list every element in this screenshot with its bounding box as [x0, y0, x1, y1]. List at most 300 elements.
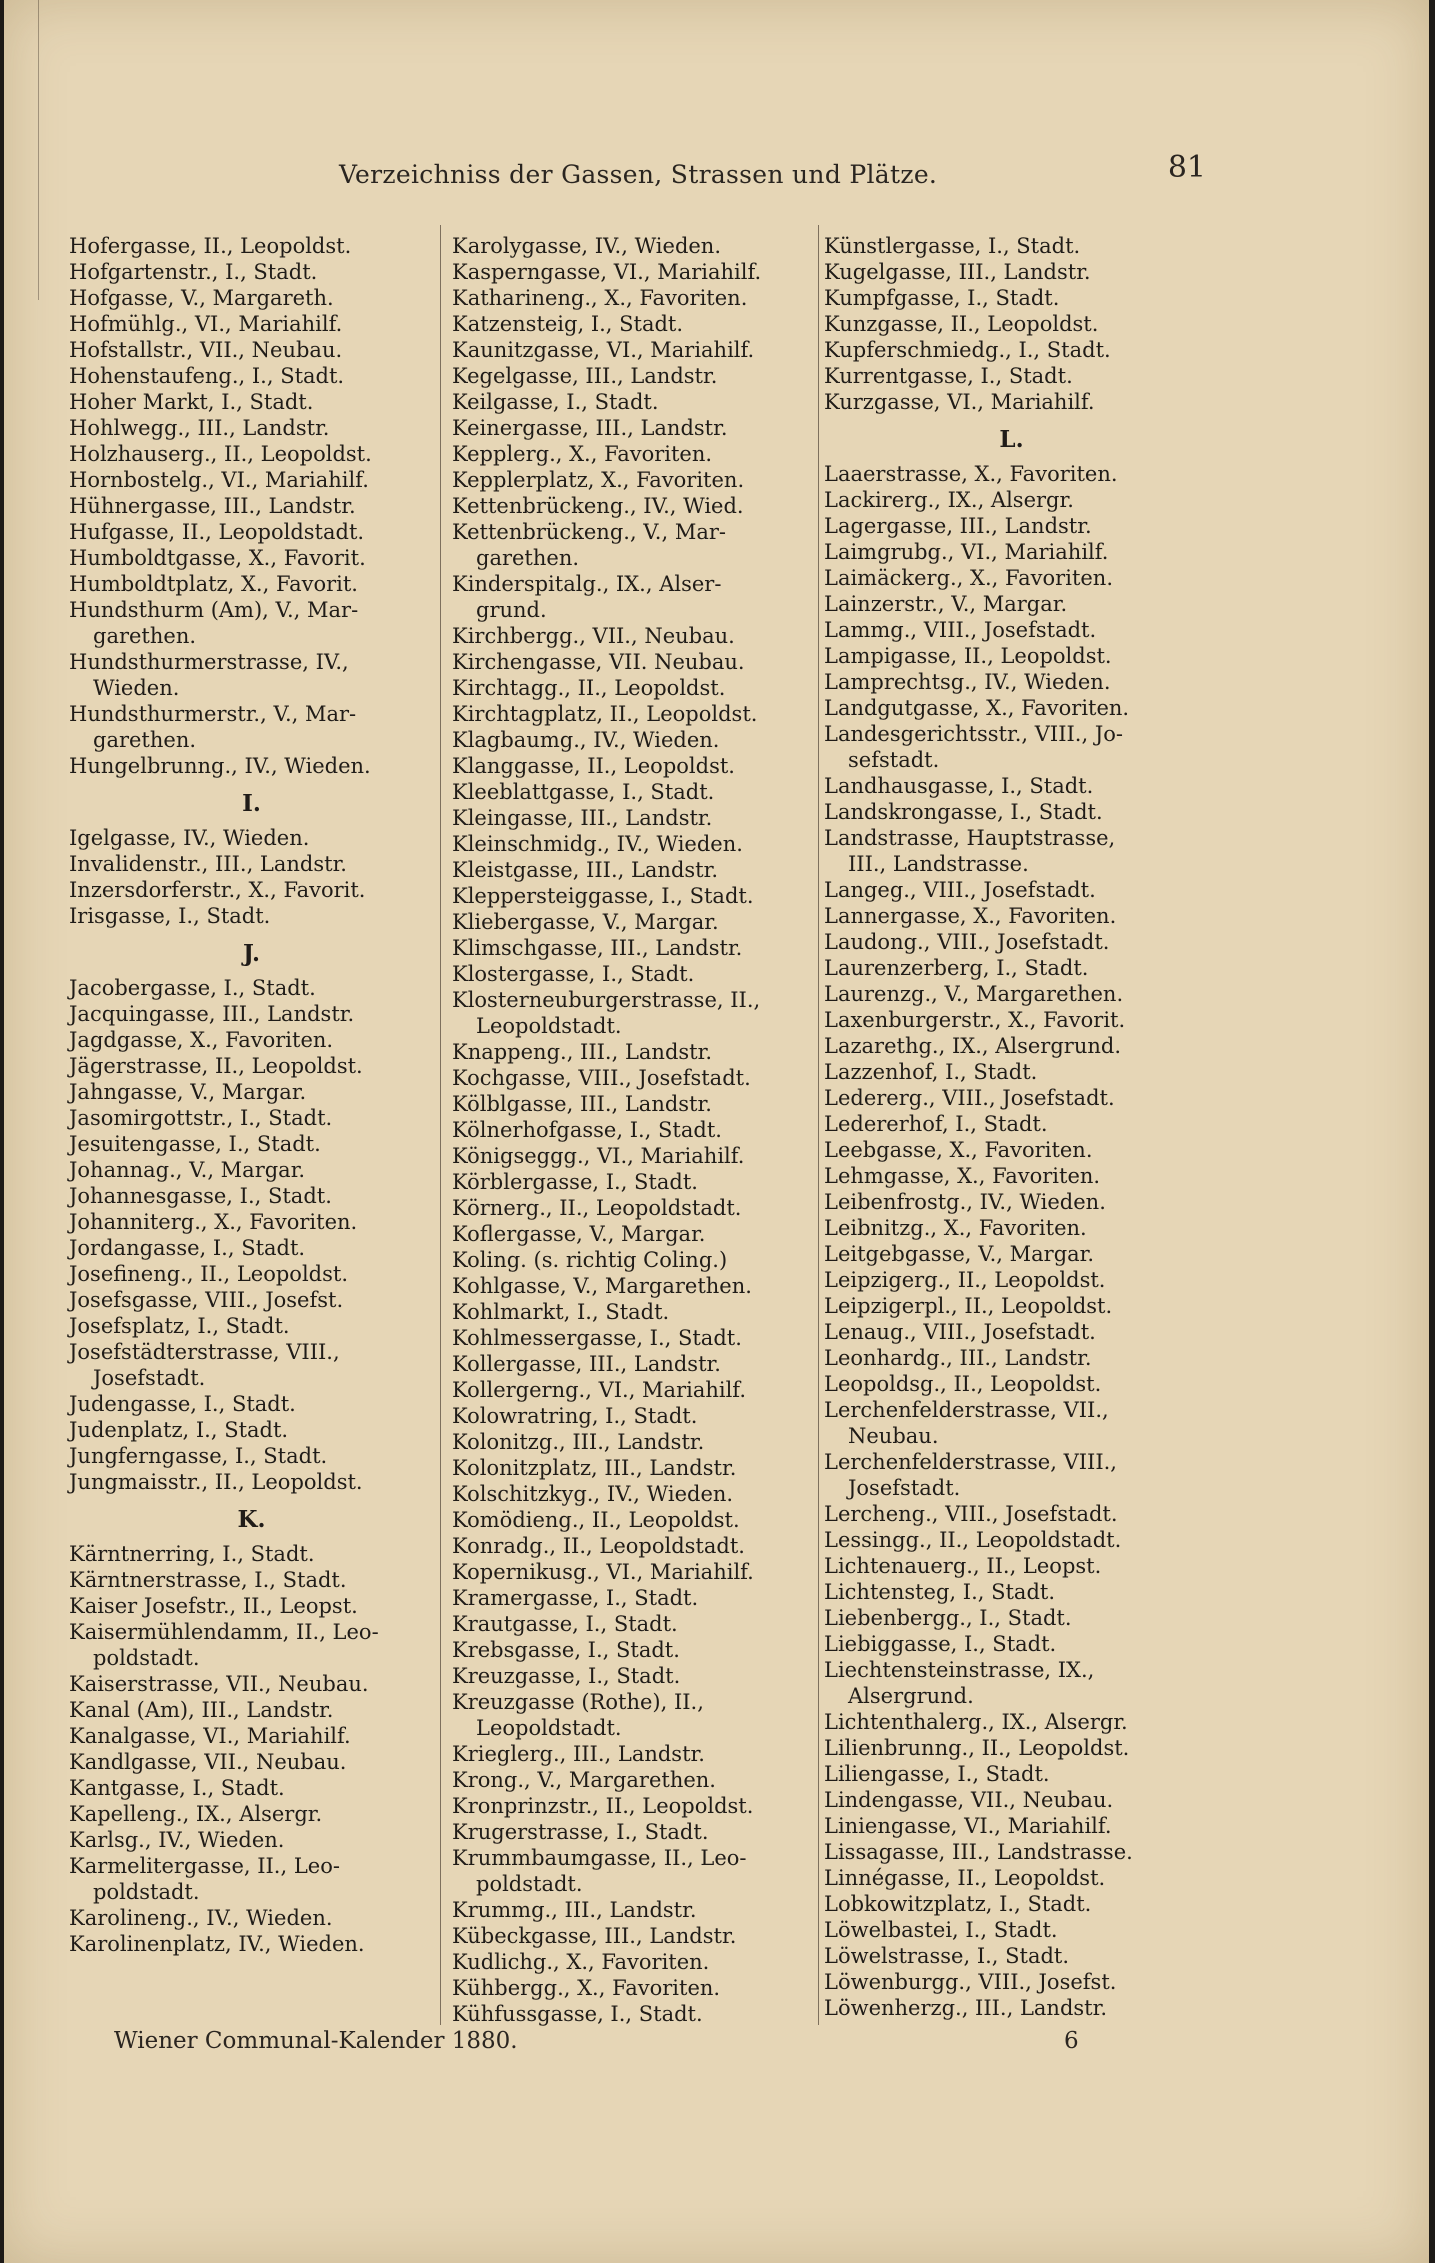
directory-entry: [452, 883, 817, 909]
directory-entry: [824, 1267, 1199, 1293]
entry-text: Klimschgasse, III., Landstr.: [452, 936, 743, 960]
directory-entry: [452, 779, 817, 805]
directory-entry: [452, 1247, 817, 1273]
directory-entry: [452, 337, 817, 363]
directory-entry: [69, 851, 434, 877]
entry-text: Leipzigerpl., II., Leopoldst.: [824, 1294, 1113, 1318]
running-head: Verzeichniss der Gassen, Strassen und Plätze.: [339, 160, 938, 189]
entry-text: Lehmgasse, X., Favoriten.: [824, 1164, 1101, 1188]
entry-text: Kliebergasse, V., Margar.: [452, 910, 719, 934]
directory-entry: [452, 1507, 817, 1533]
directory-entry: [824, 695, 1199, 721]
directory-entry: [69, 1905, 434, 1931]
entry-text: Jahngasse, V., Margar.: [69, 1080, 307, 1104]
entry-text: Königseggg., VI., Mariahilf.: [452, 1144, 745, 1168]
entry-continuation: poldstadt.: [93, 1646, 200, 1670]
directory-entry: [69, 259, 434, 285]
entry-text: Kirchbergg., VII., Neubau.: [452, 624, 735, 648]
entry-text: Kandlgasse, VII., Neubau.: [69, 1750, 347, 1774]
entry-text: Kleistgasse, III., Landstr.: [452, 858, 719, 882]
entry-text: Kirchtagplatz, II., Leopoldst.: [452, 702, 758, 726]
directory-entry: [824, 259, 1199, 285]
entry-text: Kleingasse, III., Landstr.: [452, 806, 713, 830]
directory-entry: [452, 389, 817, 415]
entry-text: Lichtenauerg., II., Leopst.: [824, 1554, 1102, 1578]
entry-text: Kübeckgasse, III., Landstr.: [452, 1924, 737, 1948]
entry-text: Kramergasse, I., Stadt.: [452, 1586, 699, 1610]
entry-text: Jacobergasse, I., Stadt.: [69, 976, 316, 1000]
directory-entry: [69, 1209, 434, 1235]
directory-entry: [824, 643, 1199, 669]
entry-text: Jagdgasse, X., Favoriten.: [69, 1028, 334, 1052]
directory-entry: [69, 753, 434, 779]
entry-text: Kollergerng., VI., Mariahilf.: [452, 1378, 747, 1402]
directory-entry: [824, 233, 1199, 259]
entry-text: Kettenbrückeng., IV., Wied.: [452, 494, 744, 518]
entry-continuation: poldstadt.: [476, 1872, 583, 1896]
directory-entry: [452, 987, 817, 1039]
column-divider: [440, 225, 441, 2025]
directory-entry: [824, 1319, 1199, 1345]
directory-entry: [452, 935, 817, 961]
directory-entry: [452, 1065, 817, 1091]
directory-entry: [452, 1273, 817, 1299]
directory-entry: [69, 1079, 434, 1105]
entry-continuation: Alsergrund.: [848, 1684, 974, 1708]
entry-text: Komödieng., II., Leopoldst.: [452, 1508, 740, 1532]
directory-entry: [69, 415, 434, 441]
entry-text: Lobkowitzplatz, I., Stadt.: [824, 1892, 1092, 1916]
entry-text: Laurenzerberg, I., Stadt.: [824, 956, 1089, 980]
entry-text: Josefineng., II., Leopoldst.: [69, 1262, 348, 1286]
entry-continuation: Leopoldstadt.: [476, 1014, 622, 1038]
entry-continuation: garethen.: [93, 624, 197, 648]
entry-text: Kohlgasse, V., Margarethen.: [452, 1274, 752, 1298]
directory-entry: [824, 311, 1199, 337]
directory-entry: [824, 617, 1199, 643]
directory-entry: [824, 1553, 1199, 1579]
entry-text: Kepplerg., X., Favoriten.: [452, 442, 713, 466]
directory-entry: [824, 1891, 1199, 1917]
directory-entry: [69, 441, 434, 467]
entry-continuation: poldstadt.: [93, 1880, 200, 1904]
directory-entry: [69, 1053, 434, 1079]
directory-entry: [452, 1559, 817, 1585]
entry-text: Hofstallstr., VII., Neubau.: [69, 338, 343, 362]
directory-entry: [452, 1845, 817, 1897]
entry-continuation: garethen.: [476, 546, 580, 570]
entry-text: Liebiggasse, I., Stadt.: [824, 1632, 1057, 1656]
entry-text: Kölnerhofgasse, I., Stadt.: [452, 1118, 722, 1142]
binding-edge: [4, 0, 39, 300]
entry-text: Leonhardg., III., Landstr.: [824, 1346, 1092, 1370]
directory-entry: [824, 1501, 1199, 1527]
entry-text: Jordangasse, I., Stadt.: [69, 1236, 306, 1260]
entry-text: Kolschitzkyg., IV., Wieden.: [452, 1482, 734, 1506]
section-letter: L.: [999, 426, 1024, 453]
directory-entry: [69, 363, 434, 389]
directory-entry: [452, 675, 817, 701]
entry-text: Hornbostelg., VI., Mariahilf.: [69, 468, 369, 492]
entry-text: Keinergasse, III., Landstr.: [452, 416, 728, 440]
entry-text: Landesgerichtsstr., VIII., Jo-: [824, 722, 1123, 746]
entry-text: Liechtensteinstrasse, IX.,: [824, 1658, 1095, 1682]
directory-entry: [824, 1735, 1199, 1761]
entry-text: Kronprinzstr., II., Leopoldst.: [452, 1794, 754, 1818]
entry-text: Kanalgasse, VI., Mariahilf.: [69, 1724, 351, 1748]
entry-text: Löwelstrasse, I., Stadt.: [824, 1944, 1070, 1968]
directory-entry: [69, 903, 434, 929]
entry-text: Jägerstrasse, II., Leopoldst.: [69, 1054, 363, 1078]
entry-text: Irisgasse, I., Stadt.: [69, 904, 271, 928]
directory-entry: [824, 1397, 1199, 1449]
directory-entry: [824, 877, 1199, 903]
directory-entry: [824, 1371, 1199, 1397]
entry-text: Johannesgasse, I., Stadt.: [69, 1184, 332, 1208]
directory-entry: [69, 1001, 434, 1027]
directory-entry: [69, 1417, 434, 1443]
entry-text: Lerchenfelderstrasse, VII.,: [824, 1398, 1109, 1422]
entry-text: Lackirerg., IX., Alsergr.: [824, 488, 1074, 512]
directory-entry: [824, 1761, 1199, 1787]
directory-entry: [452, 259, 817, 285]
section-letter: I.: [242, 790, 261, 817]
directory-entry: [824, 929, 1199, 955]
directory-entry: [452, 1767, 817, 1793]
entry-text: Lindengasse, VII., Neubau.: [824, 1788, 1114, 1812]
directory-entry: [824, 1059, 1199, 1085]
entry-text: Karolygasse, IV., Wieden.: [452, 234, 722, 258]
entry-text: Hohenstaufeng., I., Stadt.: [69, 364, 345, 388]
entry-text: Kanal (Am), III., Landstr.: [69, 1698, 334, 1722]
entry-text: Humboldtgasse, X., Favorit.: [69, 546, 366, 570]
directory-entry: [69, 1027, 434, 1053]
entry-text: Hundsthurm (Am), V., Mar-: [69, 598, 359, 622]
directory-entry: [452, 233, 817, 259]
directory-entry: [69, 597, 434, 649]
directory-entry: [824, 1215, 1199, 1241]
entry-text: Körblergasse, I., Stadt.: [452, 1170, 698, 1194]
entry-text: Lercheng., VIII., Josefstadt.: [824, 1502, 1118, 1526]
entry-text: Lannergasse, X., Favoriten.: [824, 904, 1117, 928]
entry-text: Kurzgasse, VI., Mariahilf.: [824, 390, 1095, 414]
entry-text: Kaisermühlendamm, II., Leo-: [69, 1620, 379, 1644]
directory-entry: [452, 1039, 817, 1065]
directory-entry: [824, 1527, 1199, 1553]
entry-text: Hundsthurmerstr., V., Mar-: [69, 702, 357, 726]
directory-entry: [69, 701, 434, 753]
directory-entry: [452, 1611, 817, 1637]
footer-publication: Wiener Communal-Kalender 1880.: [114, 2028, 518, 2054]
entry-text: Kugelgasse, III., Landstr.: [824, 260, 1091, 284]
entry-text: Lerchenfelderstrasse, VIII.,: [824, 1450, 1117, 1474]
directory-entry: [824, 1449, 1199, 1501]
entry-text: Johannag., V., Margar.: [69, 1158, 306, 1182]
directory-entry: [452, 1741, 817, 1767]
directory-entry: [69, 467, 434, 493]
directory-entry: [452, 857, 817, 883]
entry-continuation: Leopoldstadt.: [476, 1716, 622, 1740]
entry-text: Krugerstrasse, I., Stadt.: [452, 1820, 709, 1844]
entry-text: Kepplerplatz, X., Favoriten.: [452, 468, 745, 492]
entry-text: Kaiserstrasse, VII., Neubau.: [69, 1672, 369, 1696]
entry-text: Kohlmessergasse, I., Stadt.: [452, 1326, 742, 1350]
entry-text: Josefsplatz, I., Stadt.: [69, 1314, 290, 1338]
entry-text: Laurenzg., V., Margarethen.: [824, 982, 1124, 1006]
directory-entry: [824, 1137, 1199, 1163]
directory-entry: [69, 337, 434, 363]
entry-text: Kleppersteiggasse, I., Stadt.: [452, 884, 754, 908]
directory-entry: [452, 1455, 817, 1481]
entry-text: Lainzerstr., V., Margar.: [824, 592, 1068, 616]
footer-signature: 6: [1064, 2028, 1079, 2054]
entry-text: Lichtensteg, I., Stadt.: [824, 1580, 1055, 1604]
directory-entry: [452, 727, 817, 753]
directory-entry: [452, 1117, 817, 1143]
entry-continuation: Josefstadt.: [848, 1476, 961, 1500]
directory-entry: [452, 1819, 817, 1845]
entry-text: Josefsgasse, VIII., Josefst.: [69, 1288, 344, 1312]
directory-entry: [824, 1657, 1199, 1709]
directory-entry: [452, 311, 817, 337]
directory-entry: [69, 1775, 434, 1801]
directory-entry: [824, 1345, 1199, 1371]
directory-entry: [824, 1241, 1199, 1267]
entry-text: Klagbaumg., IV., Wieden.: [452, 728, 720, 752]
entry-continuation: Josefstadt.: [93, 1366, 206, 1390]
entry-text: Jungmaisstr., II., Leopoldst.: [69, 1470, 363, 1494]
directory-entry: [824, 1631, 1199, 1657]
directory-entry: [69, 1469, 434, 1495]
entry-text: Landhausgasse, I., Stadt.: [824, 774, 1094, 798]
directory-entry: [452, 1377, 817, 1403]
entry-text: Karlsg., IV., Wieden.: [69, 1828, 285, 1852]
directory-entry: [69, 1183, 434, 1209]
entry-text: Leitgebgasse, V., Margar.: [824, 1242, 1095, 1266]
directory-entry: [824, 461, 1199, 487]
entry-text: Karolineng., IV., Wieden.: [69, 1906, 333, 1930]
entry-text: Kopernikusg., VI., Mariahilf.: [452, 1560, 754, 1584]
directory-entry: [824, 1579, 1199, 1605]
entry-text: Löwelbastei, I., Stadt.: [824, 1918, 1058, 1942]
directory-entry: [452, 1195, 817, 1221]
entry-text: Konradg., II., Leopoldstadt.: [452, 1534, 745, 1558]
entry-text: Jungferngasse, I., Stadt.: [69, 1444, 328, 1468]
entry-text: Katzensteig, I., Stadt.: [452, 312, 684, 336]
directory-entry: [69, 975, 434, 1001]
entry-text: Kolonitzplatz, III., Landstr.: [452, 1456, 737, 1480]
directory-entry: [69, 1339, 434, 1391]
directory-entry: [69, 1697, 434, 1723]
directory-entry: [69, 1723, 434, 1749]
entry-text: Krummg., III., Landstr.: [452, 1898, 697, 1922]
directory-entry: [452, 2001, 817, 2027]
directory-entry: [452, 1689, 817, 1741]
directory-entry: [69, 825, 434, 851]
entry-text: Kirchengasse, VII. Neubau.: [452, 650, 745, 674]
entry-text: Linnégasse, II., Leopoldst.: [824, 1866, 1106, 1890]
entry-text: Lammg., VIII., Josefstadt.: [824, 618, 1097, 642]
directory-entry: [452, 831, 817, 857]
directory-entry: [824, 1605, 1199, 1631]
directory-entry: [69, 1567, 434, 1593]
directory-entry: [824, 1787, 1199, 1813]
directory-entry: [452, 1663, 817, 1689]
entry-text: Kreuzgasse, I., Stadt.: [452, 1664, 681, 1688]
directory-entry: [69, 1261, 434, 1287]
entry-text: Löwenherzg., III., Landstr.: [824, 1996, 1108, 2020]
entry-text: Lazzenhof, I., Stadt.: [824, 1060, 1038, 1084]
directory-entry: [69, 1931, 434, 1957]
section-letter: J.: [242, 940, 261, 967]
directory-entry: [452, 1975, 817, 2001]
directory-entry: [69, 1313, 434, 1339]
directory-entry: [824, 1293, 1199, 1319]
entry-text: Hoher Markt, I., Stadt.: [69, 390, 314, 414]
entry-text: Kurrentgasse, I., Stadt.: [824, 364, 1073, 388]
directory-entry: [452, 1325, 817, 1351]
directory-entry: [824, 1969, 1199, 1995]
directory-entry: [69, 493, 434, 519]
directory-entry: [824, 513, 1199, 539]
entry-text: Liliengasse, I., Stadt.: [824, 1762, 1050, 1786]
directory-entry: [824, 1917, 1199, 1943]
directory-entry: [69, 1235, 434, 1261]
entry-text: Langeg., VIII., Josefstadt.: [824, 878, 1096, 902]
directory-entry: [824, 591, 1199, 617]
directory-entry: [452, 753, 817, 779]
directory-entry: [69, 311, 434, 337]
directory-entry: [824, 337, 1199, 363]
directory-entry: [452, 415, 817, 441]
directory-entry: [69, 1131, 434, 1157]
directory-entry: [452, 623, 817, 649]
entry-text: Kohlmarkt, I., Stadt.: [452, 1300, 670, 1324]
entry-text: Hofmühlg., VI., Mariahilf.: [69, 312, 343, 336]
entry-text: Lissagasse, III., Landstrasse.: [824, 1840, 1133, 1864]
entry-text: Klostergasse, I., Stadt.: [452, 962, 695, 986]
entry-text: Hofgartenstr., I., Stadt.: [69, 260, 318, 284]
directory-entry: [69, 571, 434, 597]
entry-text: Kumpfgasse, I., Stadt.: [824, 286, 1060, 310]
entry-text: Hungelbrunng., IV., Wieden.: [69, 754, 371, 778]
directory-entry: [824, 1163, 1199, 1189]
entry-text: Katharineng., X., Favoriten.: [452, 286, 748, 310]
directory-entry: [824, 1085, 1199, 1111]
entry-text: Karmelitergasse, II., Leo-: [69, 1854, 340, 1878]
entry-text: Laimgrubg., VI., Mariahilf.: [824, 540, 1109, 564]
entry-continuation: Neubau.: [848, 1424, 939, 1448]
directory-entry: [452, 1169, 817, 1195]
entry-text: Kühfussgasse, I., Stadt.: [452, 2002, 703, 2026]
entry-text: Kinderspitalg., IX., Alser-: [452, 572, 722, 596]
directory-entry: [452, 1403, 817, 1429]
directory-entry: [69, 519, 434, 545]
entry-text: Leibnitzg., X., Favoriten.: [824, 1216, 1087, 1240]
directory-entry: [69, 1619, 434, 1671]
directory-entry: [69, 1391, 434, 1417]
entry-text: Kaunitzgasse, VI., Mariahilf.: [452, 338, 755, 362]
directory-entry: [452, 1923, 817, 1949]
entry-text: Kegelgasse, III., Landstr.: [452, 364, 718, 388]
entry-text: Kaiser Josefstr., II., Leopst.: [69, 1594, 358, 1618]
directory-entry: [824, 1033, 1199, 1059]
directory-entry: [452, 1429, 817, 1455]
directory-entry: [824, 799, 1199, 825]
directory-entry: [69, 233, 434, 259]
directory-entry: [824, 903, 1199, 929]
entry-text: Hundsthurmerstrasse, IV.,: [69, 650, 349, 674]
directory-entry: [452, 909, 817, 935]
column-3: [824, 233, 1199, 2021]
entry-text: Ledererhof, I., Stadt.: [824, 1112, 1048, 1136]
directory-entry: [452, 961, 817, 987]
directory-entry: [452, 571, 817, 623]
directory-entry: [824, 565, 1199, 591]
entry-text: Kirchtagg., II., Leopoldst.: [452, 676, 726, 700]
directory-entry: [824, 981, 1199, 1007]
directory-entry: [452, 1637, 817, 1663]
directory-entry: [824, 825, 1199, 877]
directory-entry: [824, 539, 1199, 565]
entry-continuation: grund.: [476, 598, 547, 622]
directory-entry: [824, 285, 1199, 311]
entry-text: Kleeblattgasse, I., Stadt.: [452, 780, 715, 804]
entry-text: Lazarethg., IX., Alsergrund.: [824, 1034, 1121, 1058]
entry-text: Kolonitzg., III., Landstr.: [452, 1430, 705, 1454]
directory-entry: [452, 1585, 817, 1611]
directory-entry: [452, 1533, 817, 1559]
entry-text: Kettenbrückeng., V., Mar-: [452, 520, 726, 544]
directory-entry: [452, 1299, 817, 1325]
directory-entry: [824, 487, 1199, 513]
directory-entry: [824, 1865, 1199, 1891]
entry-text: Kreuzgasse (Rothe), II.,: [452, 1690, 704, 1714]
directory-entry: [69, 1593, 434, 1619]
entry-text: Leopoldsg., II., Leopoldst.: [824, 1372, 1102, 1396]
directory-entry: [452, 363, 817, 389]
entry-text: Lilienbrunng., II., Leopoldst.: [824, 1736, 1130, 1760]
entry-text: Jasomirgottstr., I., Stadt.: [69, 1106, 333, 1130]
entry-text: Kühbergg., X., Favoriten.: [452, 1976, 721, 2000]
entry-text: Kudlichg., X., Favoriten.: [452, 1950, 710, 1974]
entry-text: Koling. (s. richtig Coling.): [452, 1248, 728, 1272]
entry-text: Kapelleng., IX., Alsergr.: [69, 1802, 323, 1826]
entry-continuation: III., Landstrasse.: [848, 852, 1029, 876]
entry-text: Lamprechtsg., IV., Wieden.: [824, 670, 1111, 694]
directory-entry: [69, 1443, 434, 1469]
entry-text: Hühnergasse, III., Landstr.: [69, 494, 356, 518]
entry-text: Holzhauserg., II., Leopoldst.: [69, 442, 372, 466]
entry-text: Krieglerg., III., Landstr.: [452, 1742, 705, 1766]
entry-text: Jacquingasse, III., Landstr.: [69, 1002, 355, 1026]
directory-entry: [452, 519, 817, 571]
entry-text: Igelgasse, IV., Wieden.: [69, 826, 310, 850]
entry-text: Laaerstrasse, X., Favoriten.: [824, 462, 1118, 486]
entry-text: Kasperngasse, VI., Mariahilf.: [452, 260, 762, 284]
entry-text: Liniengasse, VI., Mariahilf.: [824, 1814, 1112, 1838]
entry-text: Ledererg., VIII., Josefstadt.: [824, 1086, 1115, 1110]
directory-entry: [824, 773, 1199, 799]
directory-entry: [824, 389, 1199, 415]
entry-text: Landgutgasse, X., Favoriten.: [824, 696, 1130, 720]
entry-text: Löwenburgg., VIII., Josefst.: [824, 1970, 1117, 1994]
directory-entry: [69, 1105, 434, 1131]
directory-entry: [452, 1481, 817, 1507]
entry-text: Klosterneuburgerstrasse, II.,: [452, 988, 761, 1012]
entry-text: Lampigasse, II., Leopoldst.: [824, 644, 1112, 668]
page: [4, 0, 1429, 2263]
